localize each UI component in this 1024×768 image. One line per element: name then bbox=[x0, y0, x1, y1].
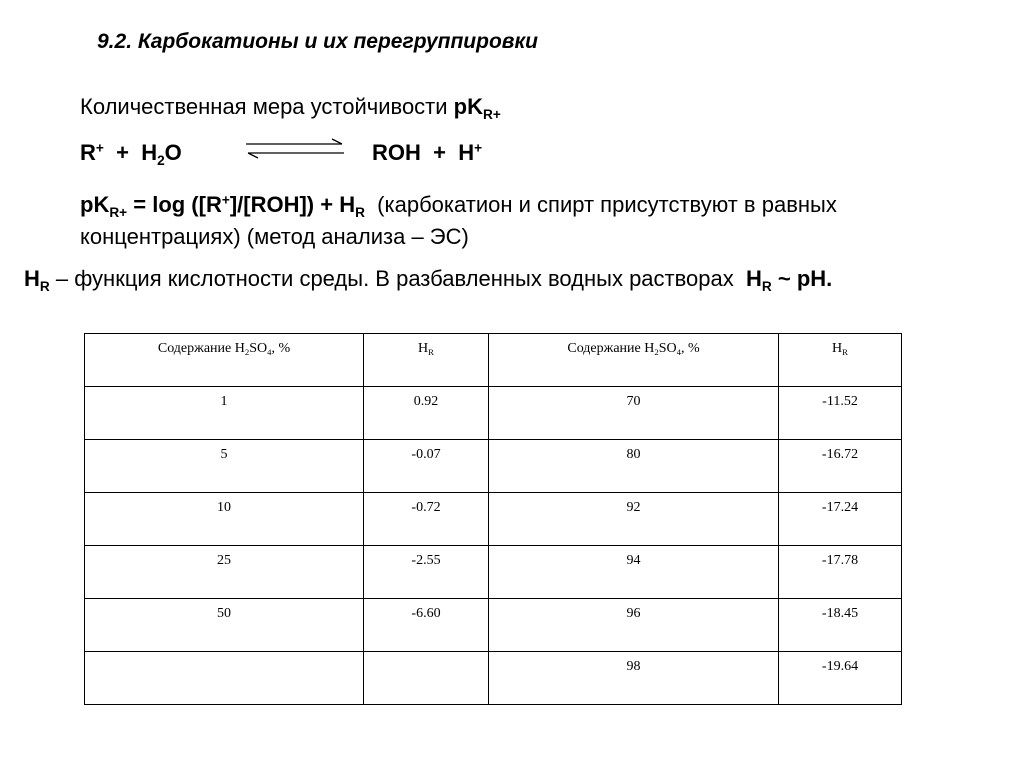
table-header-row bbox=[85, 334, 902, 387]
cell-content-1: 50 bbox=[85, 599, 364, 652]
cell-hr-2: -19.64 bbox=[779, 652, 902, 705]
cell-hr-1: 0.92 bbox=[364, 387, 489, 440]
table-row bbox=[85, 387, 902, 440]
cell-content-2: 80 bbox=[489, 440, 779, 493]
header-hr-1: $H_R$ bbox=[364, 334, 489, 387]
cell-content-2: 96 bbox=[489, 599, 779, 652]
cell-content-2: 98 bbox=[489, 652, 779, 705]
pkr-note: (карбокатион и спирт присутствуют в равных bbox=[377, 192, 837, 217]
pkr-definition-line2: концентрациях) (метод анализа – ЭС) bbox=[80, 224, 469, 249]
cell-content-1 bbox=[85, 652, 364, 705]
cell-hr-1: -0.07 bbox=[364, 440, 489, 493]
cell-hr-1: -0.72 bbox=[364, 493, 489, 546]
table-row bbox=[85, 652, 902, 705]
acidity-table bbox=[84, 333, 902, 705]
acidity-function-line: $H_R$ – функция кислотности среды. В разбавленных водных растворах $H_R$ ~ pH. bbox=[24, 266, 833, 294]
cell-content-2: 70 bbox=[489, 387, 779, 440]
header-hr-2: $H_R$ bbox=[779, 334, 902, 387]
cell-content-2: 92 bbox=[489, 493, 779, 546]
header-h2so4-content-2: Содержание $H_2SO_4$, % bbox=[489, 334, 779, 387]
cell-hr-2: -17.24 bbox=[779, 493, 902, 546]
table-row bbox=[85, 440, 902, 493]
cell-hr-2: -16.72 bbox=[779, 440, 902, 493]
cell-hr-1 bbox=[364, 652, 489, 705]
cell-hr-1: -2.55 bbox=[364, 546, 489, 599]
cell-content-2: 94 bbox=[489, 546, 779, 599]
table-row bbox=[85, 493, 902, 546]
cell-hr-2: -11.52 bbox=[779, 387, 902, 440]
cell-content-1: 5 bbox=[85, 440, 364, 493]
equation-right: ROH + H+ bbox=[372, 140, 483, 165]
pkr-formula: $pK_{R+} = \log ([R^+]/[ROH]) + H_R$ bbox=[80, 192, 365, 220]
table-row bbox=[85, 546, 902, 599]
table-row bbox=[85, 599, 902, 652]
cell-content-1: 1 bbox=[85, 387, 364, 440]
cell-content-1: 25 bbox=[85, 546, 364, 599]
stability-measure-text: Количественная мера устойчивости bbox=[80, 94, 448, 119]
cell-hr-1: -6.60 bbox=[364, 599, 489, 652]
header-h2so4-content-1: Содержание $H_2SO_4$, % bbox=[85, 334, 364, 387]
stability-measure-line bbox=[80, 92, 501, 122]
cell-content-1: 10 bbox=[85, 493, 364, 546]
pkr-symbol: $pK_{R+}$ bbox=[453, 94, 501, 122]
page-title: 9.2. Карбокатионы и их перегруппировки bbox=[97, 30, 538, 53]
cell-hr-2: -18.45 bbox=[779, 599, 902, 652]
pkr-definition-line1 bbox=[80, 190, 837, 220]
equilibrium-arrows-icon bbox=[244, 137, 346, 161]
equation-left: $R^+ + H_2O$ bbox=[80, 140, 182, 168]
cell-hr-2: -17.78 bbox=[779, 546, 902, 599]
